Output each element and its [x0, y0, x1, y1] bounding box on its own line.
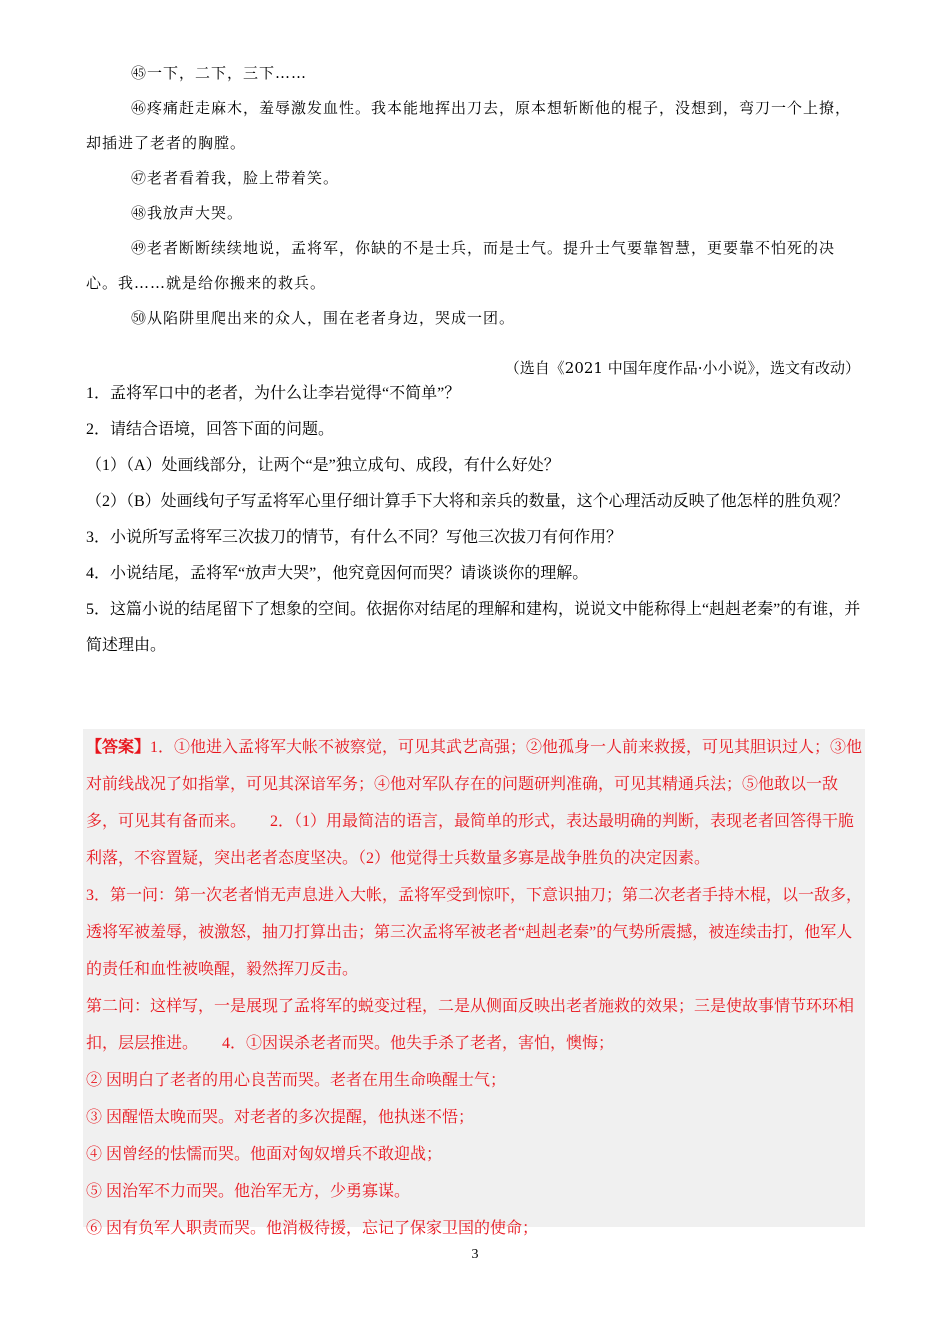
page-number: 3 — [471, 1247, 479, 1262]
answer-1-2-text: 1．①他进入孟将军大帐不被察觉，可见其武艺高强；②他孤身一人前来救援，可见其胆识过人；③他对前线战况了如指掌，可见其深谙军务；④他对军队存在的问题研判准确，可见其精通兵法；⑤他敢以一敌多，可见其有备而来。 2．（1）用最简洁的语言，最简单的形式，表达最明确的判断，表现老者回答得干脆利落，不容置疑，突出老者态度坚决。（2）他觉得士兵数量多寡是战争胜负的决定因素。 — [86, 739, 863, 867]
answer-4-item-2: ② 因明白了老者的用心良苦而哭。老者在用生命唤醒士气； — [86, 1072, 507, 1089]
story-paragraph-50: ㊿从陷阱里爬出来的众人，围在老者身边，哭成一团。 — [131, 309, 516, 327]
answer-4-item-6: ⑥ 因有负军人职责而哭。他消极待援，忘记了保家卫国的使命； — [86, 1220, 539, 1237]
story-excerpt — [86, 56, 866, 400]
answer-1-2 — [83, 729, 865, 877]
story-paragraph-47: ㊼老者看着我，脸上带着笑。 — [131, 169, 340, 187]
answer-tag: 【答案】 — [86, 739, 151, 756]
question-2-part-1: （1）（A）处画线部分，让两个“是”独立成句、成段，有什么好处？ — [86, 457, 560, 474]
answer-4-item-4: ④ 因曾经的怯懦而哭。他面对匈奴增兵不敢迎战； — [86, 1146, 443, 1163]
question-5: 5．这篇小说的结尾留下了想象的空间。依据你对结尾的理解和建构，说说文中能称得上“赳赳老秦”的有谁，并简述理由。 — [86, 601, 861, 654]
story-paragraph-46: ㊻疼痛赶走麻木，羞辱激发血性。我本能地挥出刀去，原本想斩断他的棍子，没想到，弯刀一个上撩，却插进了老者的胸膛。 — [86, 99, 852, 152]
question-3: 3．小说所写孟将军三次拔刀的情节，有什么不同？写他三次拔刀有何作用？ — [86, 529, 623, 546]
answer-4-item-3: ③ 因醒悟太晚而哭。对老者的多次提醒，他执迷不悟； — [86, 1109, 475, 1126]
answer-4-item-5: ⑤ 因治军不力而哭。他治军无方，少勇寡谋。 — [86, 1183, 411, 1200]
answer-box — [83, 729, 865, 1237]
question-2-part-2: （2）（B）处画线句子写孟将军心里仔细计算手下大将和亲兵的数量，这个心理活动反映了他怎样的胜负观？ — [86, 493, 849, 510]
question-list — [86, 376, 866, 664]
story-paragraph-49: ㊾老者断断续续地说，孟将军，你缺的不是士兵，而是士气。提升士气要靠智慧，更要靠不怕死的决心。我……就是给你搬来的救兵。 — [86, 239, 836, 292]
question-1: 1．孟将军口中的老者，为什么让李岩觉得“不简单”？ — [86, 385, 461, 402]
source-citation: （选自《2021 中国年度作品·小小说》，选文有改动） — [504, 359, 860, 377]
story-paragraph-48: ㊽我放声大哭。 — [131, 204, 244, 222]
answer-3-part-2: 第二问：这样写，一是展现了孟将军的蜕变过程，二是从侧面反映出老者施救的效果；三是使故事情节环环相扣，层层推进。 4．①因误杀老者而哭。他失手杀了老者，害怕，懊悔； — [86, 998, 855, 1052]
question-4: 4．小说结尾，孟将军“放声大哭”，他究竟因何而哭？请谈谈你的理解。 — [86, 565, 589, 582]
story-paragraph-45: ㊺一下，二下，三下…… — [131, 64, 308, 82]
question-2: 2．请结合语境，回答下面的问题。 — [86, 421, 335, 438]
answer-3-part-1: 3．第一问：第一次老者悄无声息进入大帐，孟将军受到惊吓，下意识抽刀；第二次老者手持木棍，以一敌多，透将军被羞辱，被激怒，抽刀打算出击；第三次孟将军被老者“赳赳老秦”的气势所震撼，被连续击打，他军人的责任和血性被唤醒，毅然挥刀反击。 — [86, 887, 863, 978]
